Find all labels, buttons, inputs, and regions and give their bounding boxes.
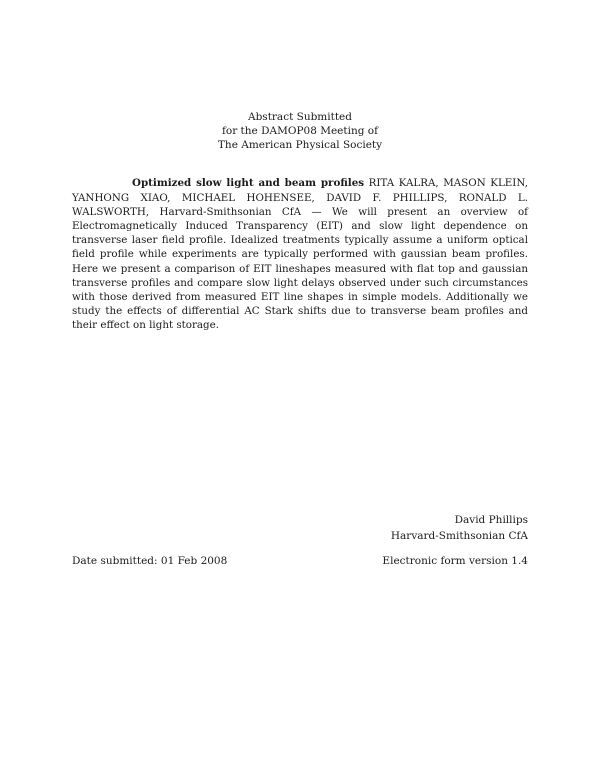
header-line-2: for the DAMOP08 Meeting of [221, 125, 378, 137]
abstract-title: Optimized slow light and beam profiles [132, 177, 365, 190]
submission-header [0, 110, 600, 152]
header-line-3: The American Physical Society [217, 139, 383, 151]
header-line-1: Abstract Submitted [248, 111, 352, 123]
abstract-paragraph [72, 176, 528, 332]
signature-affiliation: Harvard-Smithsonian CfA [390, 530, 528, 542]
date-submitted: Date submitted: 01 Feb 2008 [72, 555, 228, 567]
signature-name: David Phillips [454, 514, 528, 526]
abstract-body: RITA KALRA, MASON KLEIN, YANHONG XIAO, MICHAEL HOHENSEE, DAVID F. PHILLIPS, RONALD L. WALSWORTH, Harvard-Smithsonian CfA — We will present an overview of Electromagnetically Induced Transparency (EIT) and slow light dependence on transverse laser field profile. Idealized treatments typically assume a uniform optical field profile while experiments are typically performed with gaussian beam profiles. Here we present a comparison of EIT lineshapes measured with flat top and gaussian transverse profiles and compare slow light delays observed under such circumstances with those derived from measured EIT line shapes in simple models. Additionally we study the effects of differential AC Stark shifts due to transverse beam profiles and their effect on light storage. [72, 177, 528, 332]
form-version: Electronic form version 1.4 [382, 555, 528, 567]
signature-block [391, 512, 528, 544]
